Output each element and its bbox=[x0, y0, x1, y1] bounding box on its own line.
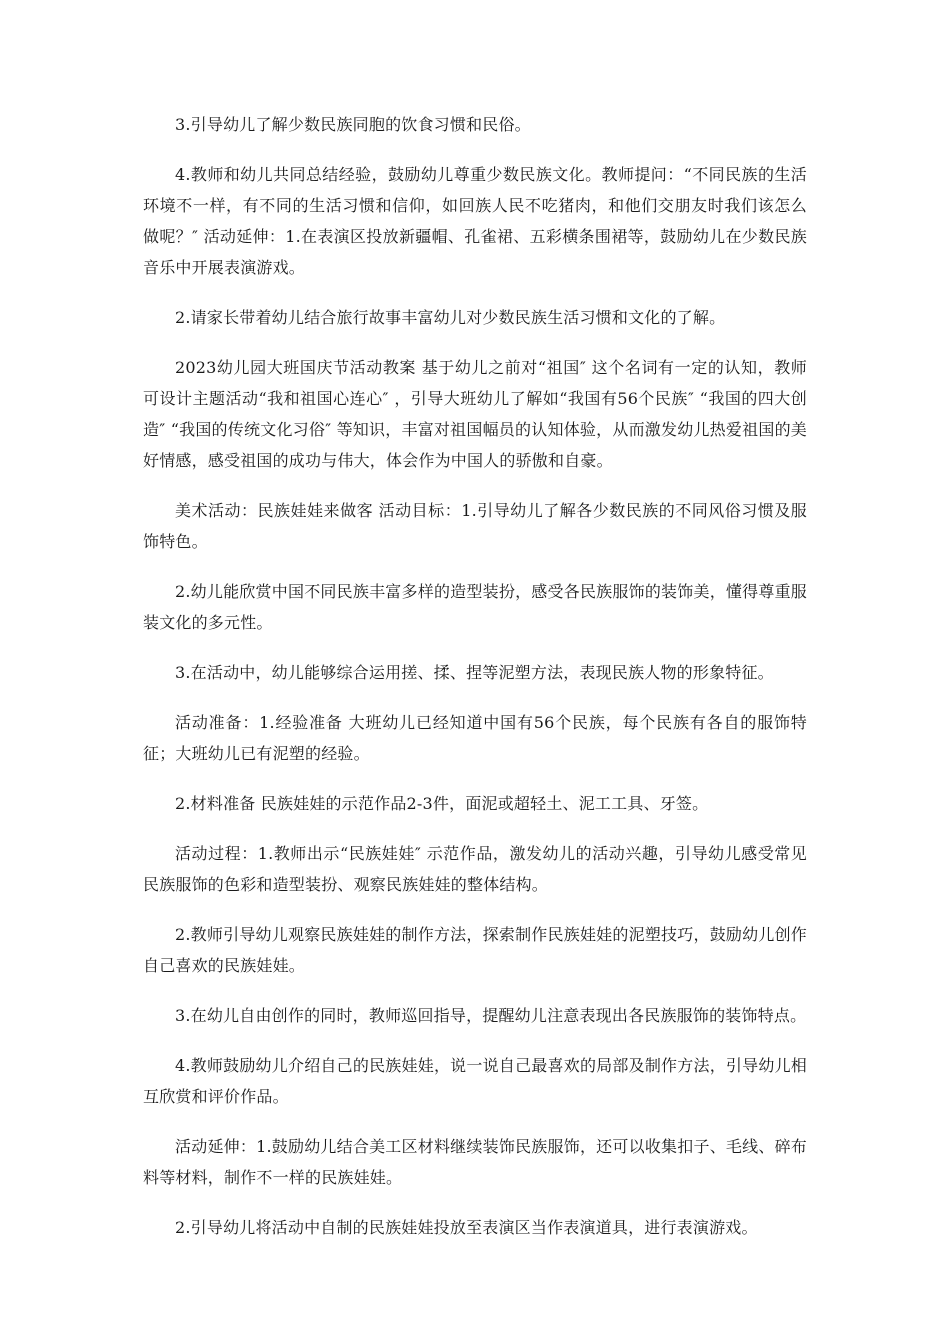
paragraph: 美术活动：民族娃娃来做客 活动目标：1.引导幼儿了解各少数民族的不同风俗习惯及服饰特色。 bbox=[143, 501, 807, 551]
paragraph: 3.在幼儿自由创作的同时，教师巡回指导，提醒幼儿注意表现出各民族服饰的装饰特点。 bbox=[175, 1006, 807, 1025]
paragraph: 活动准备：1.经验准备 大班幼儿已经知道中国有56个民族，每个民族有各自的服饰特征；大班幼儿已有泥塑的经验。 bbox=[143, 713, 807, 763]
paragraph: 3.引导幼儿了解少数民族同胞的饮食习惯和民俗。 bbox=[175, 115, 531, 134]
paragraph: 2.材料准备 民族娃娃的示范作品2-3件，面泥或超轻土、泥工工具、牙签。 bbox=[175, 794, 709, 813]
paragraph: 4.教师鼓励幼儿介绍自己的民族娃娃，说一说自己最喜欢的局部及制作方法，引导幼儿相互欣赏和评价作品。 bbox=[143, 1056, 807, 1106]
paragraph: 4.教师和幼儿共同总结经验，鼓励幼儿尊重少数民族文化。教师提问：“不同民族的生活环境不一样，有不同的生活习惯和信仰，如回族人民不吃猪肉，和他们交朋友时我们该怎么做呢？″ 活动延伸：1.在表演区投放新疆帽、孔雀裙、五彩横条围裙等，鼓励幼儿在少数民族音乐中开展表演游戏。 bbox=[143, 165, 807, 277]
paragraph: 2.幼儿能欣赏中国不同民族丰富多样的造型装扮，感受各民族服饰的装饰美，懂得尊重服装文化的多元性。 bbox=[143, 582, 807, 632]
document-body bbox=[143, 109, 807, 1262]
paragraph: 活动延伸：1.鼓励幼儿结合美工区材料继续装饰民族服饰，还可以收集扣子、毛线、碎布料等材料，制作不一样的民族娃娃。 bbox=[143, 1137, 807, 1187]
paragraph: 2.请家长带着幼儿结合旅行故事丰富幼儿对少数民族生活习惯和文化的了解。 bbox=[175, 308, 726, 327]
paragraph: 3.在活动中，幼儿能够综合运用搓、揉、捏等泥塑方法，表现民族人物的形象特征。 bbox=[175, 663, 774, 682]
paragraph: 2023幼儿园大班国庆节活动教案 基于幼儿之前对“祖国″ 这个名词有一定的认知，教师可设计主题活动“我和祖国心连心″ ，引导大班幼儿了解如“我国有56个民族″ “我国的四大创造″ “我国的传统文化习俗″ 等知识，丰富对祖国幅员的认知体验，从而激发幼儿热爱祖国的美好情感，感受祖国的成功与伟大，体会作为中国人的骄傲和自豪。 bbox=[143, 358, 807, 470]
paragraph: 活动过程：1.教师出示“民族娃娃″ 示范作品，激发幼儿的活动兴趣，引导幼儿感受常见民族服饰的色彩和造型装扮、观察民族娃娃的整体结构。 bbox=[143, 844, 807, 894]
paragraph: 2.引导幼儿将活动中自制的民族娃娃投放至表演区当作表演道具，进行表演游戏。 bbox=[175, 1218, 758, 1237]
paragraph: 2.教师引导幼儿观察民族娃娃的制作方法，探索制作民族娃娃的泥塑技巧，鼓励幼儿创作自己喜欢的民族娃娃。 bbox=[143, 925, 807, 975]
